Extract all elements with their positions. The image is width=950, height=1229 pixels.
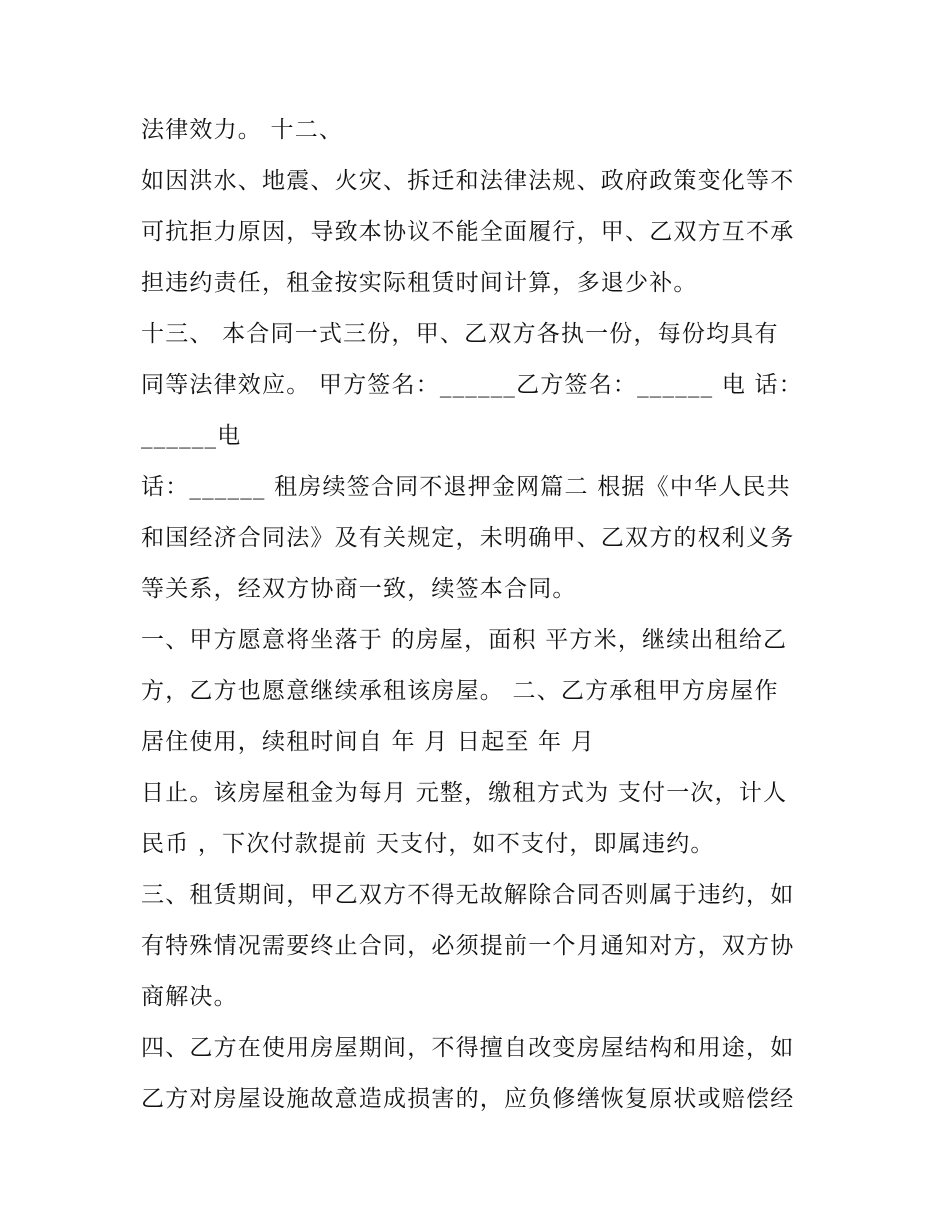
- text-line: 三、租赁期间，甲乙双方不得无故解除合同否则属于违约，如: [141, 882, 795, 908]
- text-line: 居住使用，续租时间自 年 月 日起至 年 月: [141, 729, 595, 755]
- text-line: 民币 ，下次付款提前 天支付，如不支付，即属违约。: [141, 831, 715, 857]
- text-line: 话：______ 租房续签合同不退押金网篇二 根据《中华人民共: [141, 474, 791, 500]
- text-line: 和国经济合同法》及有关规定，未明确甲、乙双方的权利义务: [141, 525, 795, 551]
- text-line: 有特殊情况需要终止合同，必须提前一个月通知对方，双方协: [141, 933, 795, 959]
- document-body: [141, 105, 821, 1125]
- text-line: 如因洪水、地震、火灾、拆迁和法律法规、政府政策变化等不: [141, 168, 795, 194]
- text-line: 方，乙方也愿意继续承租该房屋。 二、乙方承租甲方房屋作: [141, 678, 779, 704]
- text-line: 日止。该房屋租金为每月 元整，缴租方式为 支付一次，计人: [141, 780, 788, 806]
- text-line: 商解决。: [141, 984, 238, 1010]
- text-line: 四、乙方在使用房屋期间，不得擅自改变房屋结构和用途，如: [141, 1035, 795, 1061]
- text-line: 十三、 本合同一式三份，甲、乙双方各执一份，每份均具有: [141, 321, 779, 347]
- text-line: 担违约责任，租金按实际租赁时间计算，多退少补。: [141, 270, 698, 296]
- text-line: 一、甲方愿意将坐落于 的房屋，面积 平方米，继续出租给乙: [141, 627, 788, 653]
- text-line: 法律效力。 十二、: [141, 117, 344, 143]
- text-line: ______电: [141, 423, 242, 449]
- text-line: 可抗拒力原因，导致本协议不能全面履行，甲、乙双方互不承: [141, 219, 795, 245]
- text-line: 乙方对房屋设施故意造成损害的，应负修缮恢复原状或赔偿经: [141, 1086, 795, 1112]
- text-line: 等关系，经双方协商一致，续签本合同。: [141, 576, 577, 602]
- text-line: 同等法律效应。 甲方签名：______乙方签名：______ 电 话：: [141, 372, 803, 398]
